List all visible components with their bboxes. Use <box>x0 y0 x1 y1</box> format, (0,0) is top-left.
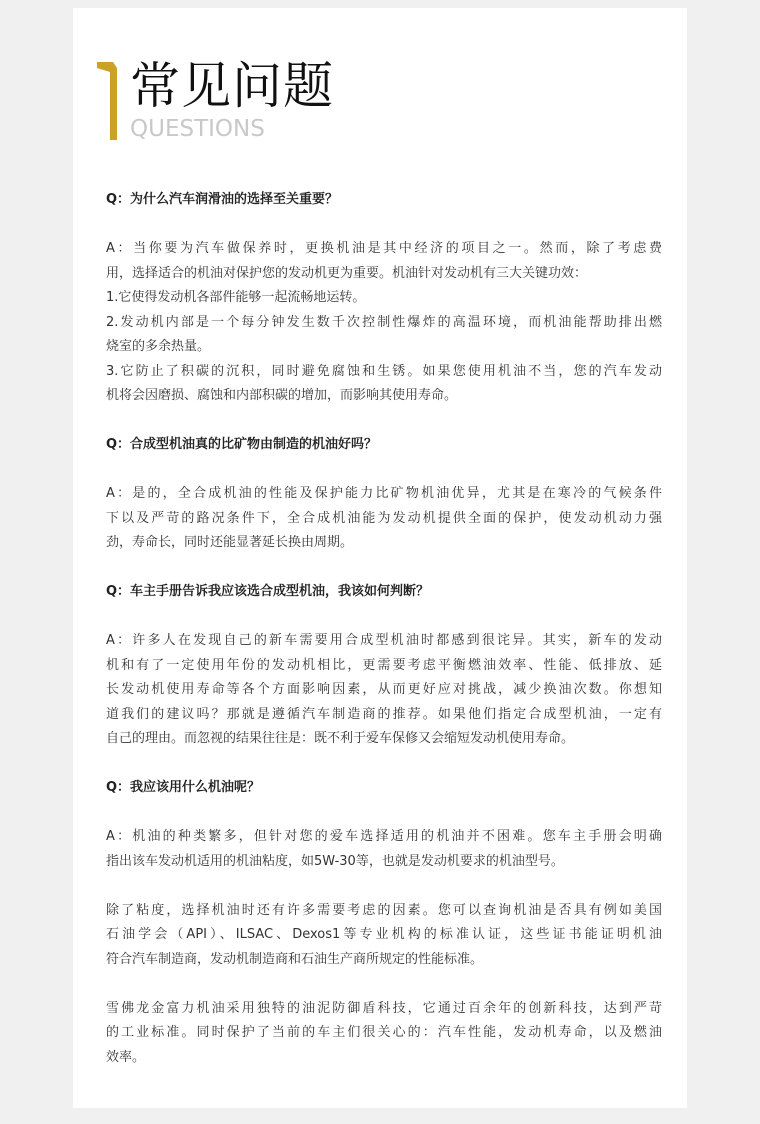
faq-item <box>106 776 662 1070</box>
faq-list <box>106 188 662 1095</box>
answer-line: A：当你要为汽车做保养时，更换机油是其中经济的项目之一。然而，除了考虑费 <box>106 241 662 256</box>
answer-line: 3.它防止了积碳的沉积，同时避免腐蚀和生锈。如果您使用机油不当，您的汽车发动 <box>106 363 662 379</box>
faq-question: Q：为什么汽车润滑油的选择至关重要？ <box>106 192 339 207</box>
answer-line: 1.它使得发动机各部件能够一起流畅地运转。 <box>106 290 366 305</box>
faq-question: Q：车主手册告诉我应该选合成型机油，我该如何判断？ <box>106 584 430 599</box>
faq-item <box>106 188 662 409</box>
faq-card <box>73 8 687 1108</box>
faq-item <box>106 580 662 752</box>
answer-line: 指出该车发动机适用的机油粘度，如5W-30等，也就是发动机要求的机油型号。 <box>106 853 564 869</box>
answer-line: A：许多人在发现自己的新车需要用合成型机油时都感到很诧异。其实，新车的发动 <box>106 633 662 648</box>
answer-line: 劲，寿命长，同时还能显著延长换由周期。 <box>106 535 354 550</box>
answer-line: 的工业标准。同时保护了当前的车主们很关心的：汽车性能，发动机寿命，以及燃油 <box>106 1025 662 1040</box>
faq-item <box>106 433 662 556</box>
faq-answer <box>106 482 662 556</box>
page-title: 常见问题 <box>130 57 334 115</box>
answer-line: 烧室的多余热量。 <box>106 339 211 354</box>
answer-line: 符合汽车制造商，发动机制造商和石油生产商所规定的性能标准。 <box>106 951 484 967</box>
answer-line: 机和有了一定使用年份的发动机相比，更需要考虑平衡燃油效率、性能、低排放、延 <box>106 657 662 673</box>
page-subtitle: QUESTIONS <box>130 116 265 142</box>
faq-answer <box>106 237 662 409</box>
heading-accent-bar <box>97 58 119 140</box>
answer-line: 道我们的建议吗？那就是遵循汽车制造商的推荐。如果他们指定合成型机油，一定有 <box>106 706 662 722</box>
faq-answer <box>106 629 662 752</box>
faq-question: Q：合成型机油真的比矿物由制造的机油好吗？ <box>106 437 378 452</box>
faq-answer-paragraph <box>106 997 662 1071</box>
faq-question: Q：我应该用什么机油呢？ <box>106 780 261 795</box>
answer-line: 机将会因磨损、腐蚀和内部积碳的增加，而影响其使用寿命。 <box>106 388 458 403</box>
answer-line: 自己的理由。而忽视的结果往往是：既不利于爱车保修又会缩短发动机使用寿命。 <box>106 731 575 746</box>
answer-line: 除了粘度，选择机油时还有许多需要考虑的因素。您可以查询机油是否具有例如美国 <box>106 902 662 918</box>
answer-line: A：是的，全合成机油的性能及保护能力比矿物机油优异，尤其是在寒冷的气候条件 <box>106 486 662 501</box>
answer-line: 雪佛龙金富力机油采用独特的油泥防御盾科技，它通过百余年的创新科技，达到严苛 <box>106 1000 662 1016</box>
faq-answer-paragraph <box>106 899 662 973</box>
answer-line: 石油学会（API）、ILSAC、Dexos1等专业机构的标准认证，这些证书能证明机油 <box>106 927 662 942</box>
section-heading <box>97 58 497 148</box>
answer-line: 下以及严苛的路况条件下，全合成机油能为发动机提供全面的保护，使发动机动力强 <box>106 510 662 526</box>
faq-answer-paragraph <box>106 825 662 874</box>
answer-line: 用，选择适合的机油对保护您的发动机更为重要。机油针对发动机有三大关键功效： <box>106 265 588 281</box>
answer-line: 效率。 <box>106 1049 146 1065</box>
answer-line: A：机油的种类繁多，但针对您的爱车选择适用的机油并不困难。您车主手册会明确 <box>106 829 662 844</box>
answer-line: 2.发动机内部是一个每分钟发生数千次控制性爆炸的高温环境，而机油能帮助排出燃 <box>106 314 662 330</box>
answer-line: 长发动机使用寿命等各个方面影响因素，从而更好应对挑战，减少换油次数。你想知 <box>106 682 662 697</box>
